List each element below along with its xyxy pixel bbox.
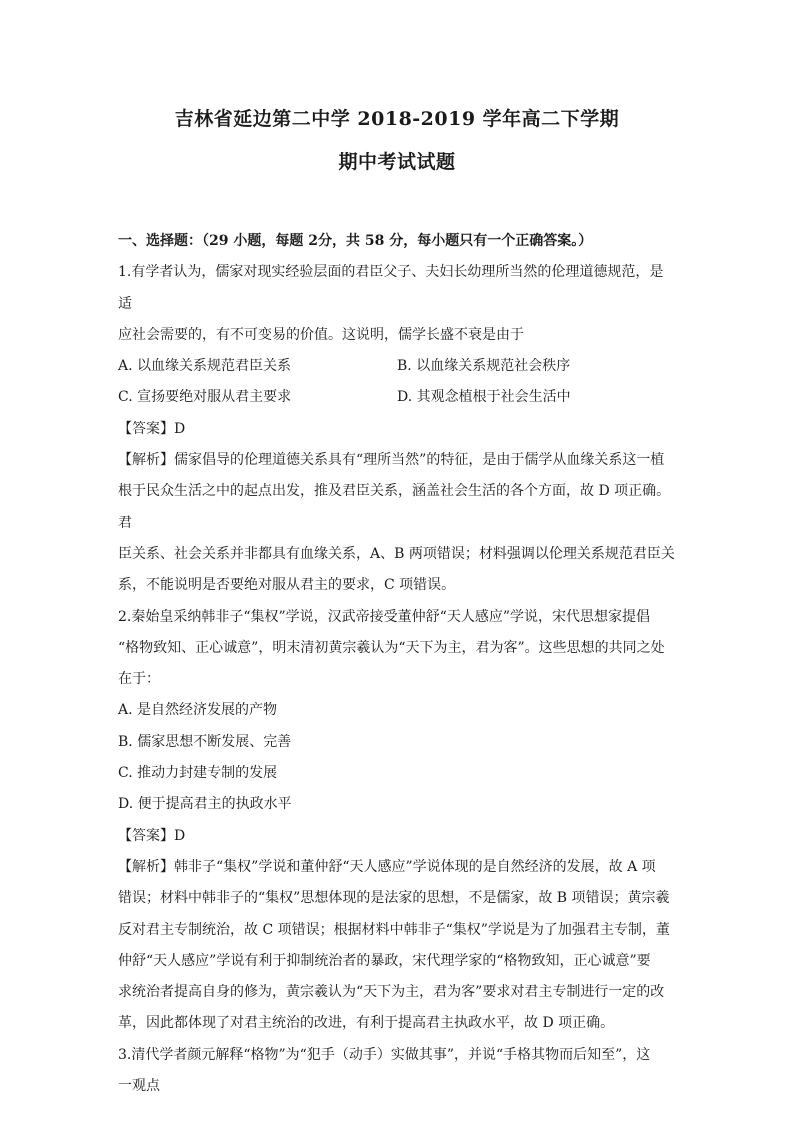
q2-option-b: B. 儒家思想不断发展、完善 [118, 733, 292, 750]
q1-option-d: D. 其观念植根于社会生活中 [397, 389, 571, 406]
q2-option-a: A. 是自然经济发展的产物 [118, 702, 278, 719]
q2-option-c: C. 推动力封建专制的发展 [118, 765, 278, 782]
q1-analysis-line: 臣关系、社会关系并非都具有血缘关系，A、B 两项错误；材料强调以伦理关系规范君臣关 [118, 545, 675, 562]
page-title: 吉林省延边第二中学 2018-2019 学年高二下学期 [174, 108, 620, 130]
q1-analysis-line: 根于民众生活之中的起点出发，推及君臣关系，涵盖社会生活的各个方面，故 D 项正确。君 [118, 483, 671, 531]
q2-stem-line: 在于： [118, 671, 160, 688]
answer-tag: 【答案】 [118, 420, 174, 437]
analysis-tag: 【解析】 [118, 452, 174, 469]
analysis-text: 儒家倡导的伦理道德关系具有“理所当然”的特征，是由于儒学从血缘关系这一植 [174, 452, 665, 469]
q1-option-b: B. 以血缘关系规范社会秩序 [397, 358, 571, 375]
q1-options-row [118, 382, 676, 413]
q1-option-c: C. 宣扬要绝对服从君主要求 [118, 389, 292, 406]
q3-stem-line: 3.清代学者颜元解释“格物”为“犯手（动手）实做其事”，并说“手格其物而后知至”，这 [118, 1046, 651, 1063]
q1-answer [118, 414, 676, 445]
page-subtitle: 期中考试试题 [338, 151, 456, 173]
section-header: 一、选择题：（29 小题，每题 2分，共 58 分，每小题只有一个正确答案。） [118, 233, 593, 249]
q2-analysis-line: 革，因此都体现了对君主统治的改进，有利于提高君主执政水平，故 D 项正确。 [118, 1015, 615, 1032]
answer-tag: 【答案】 [118, 827, 174, 844]
q2-option-d: D. 便于提高君主的执政水平 [118, 796, 292, 813]
q2-analysis-line: 错误；材料中韩非子的“集权”思想体现的是法家的思想，不是儒家，故 B 项错误；黄宗羲 [118, 890, 670, 907]
q2-stem-line: “格物致知、正心诚意”，明末清初黄宗羲认为“天下为主，君为客”。这些思想的共同之处 [118, 639, 665, 656]
q1-analysis-line: 系，不能说明是否要绝对服从君主的要求，C 项错误。 [118, 577, 456, 594]
q1-options-row [118, 351, 676, 382]
q1-option-a: A. 以血缘关系规范君臣关系 [118, 358, 292, 375]
q2-analysis-line: 求统治者提高自身的修为，黄宗羲认为“天下为主，君为客”要求对君主专制进行一定的改 [118, 984, 665, 1001]
q2-analysis-line [118, 852, 676, 883]
analysis-tag: 【解析】 [118, 858, 174, 875]
q2-stem-line: 2.秦始皇采纳韩非子“集权”学说，汉武帝接受董仲舒“天人感应”学说，宋代思想家提倡 [118, 608, 650, 625]
answer-value: D [174, 827, 186, 844]
q1-analysis-line [118, 445, 676, 476]
analysis-text: 韩非子“集权”学说和董仲舒“天人感应”学说体现的是自然经济的发展，故 A 项 [174, 858, 656, 875]
answer-value: D [174, 420, 186, 437]
exam-content [118, 226, 676, 1102]
q1-stem-line: 1.有学者认为，儒家对现实经验层面的君臣父子、夫妇长幼理所当然的伦理道德规范，是适 [118, 264, 664, 312]
q2-analysis-line: 反对君主专制统治，故 C 项错误；根据材料中韩非子“集权”学说是为了加强君主专制，董 [118, 921, 670, 938]
q2-analysis-line: 仲舒“天人感应”学说有利于抑制统治者的暴政，宋代理学家的“格物致知，正心诚意”要 [118, 952, 651, 969]
q3-stem-line: 一观点 [118, 1078, 160, 1095]
q2-answer [118, 821, 676, 852]
q1-stem-line: 应社会需要的，有不可变易的价值。这说明，儒学长盛不衰是由于 [118, 326, 524, 343]
